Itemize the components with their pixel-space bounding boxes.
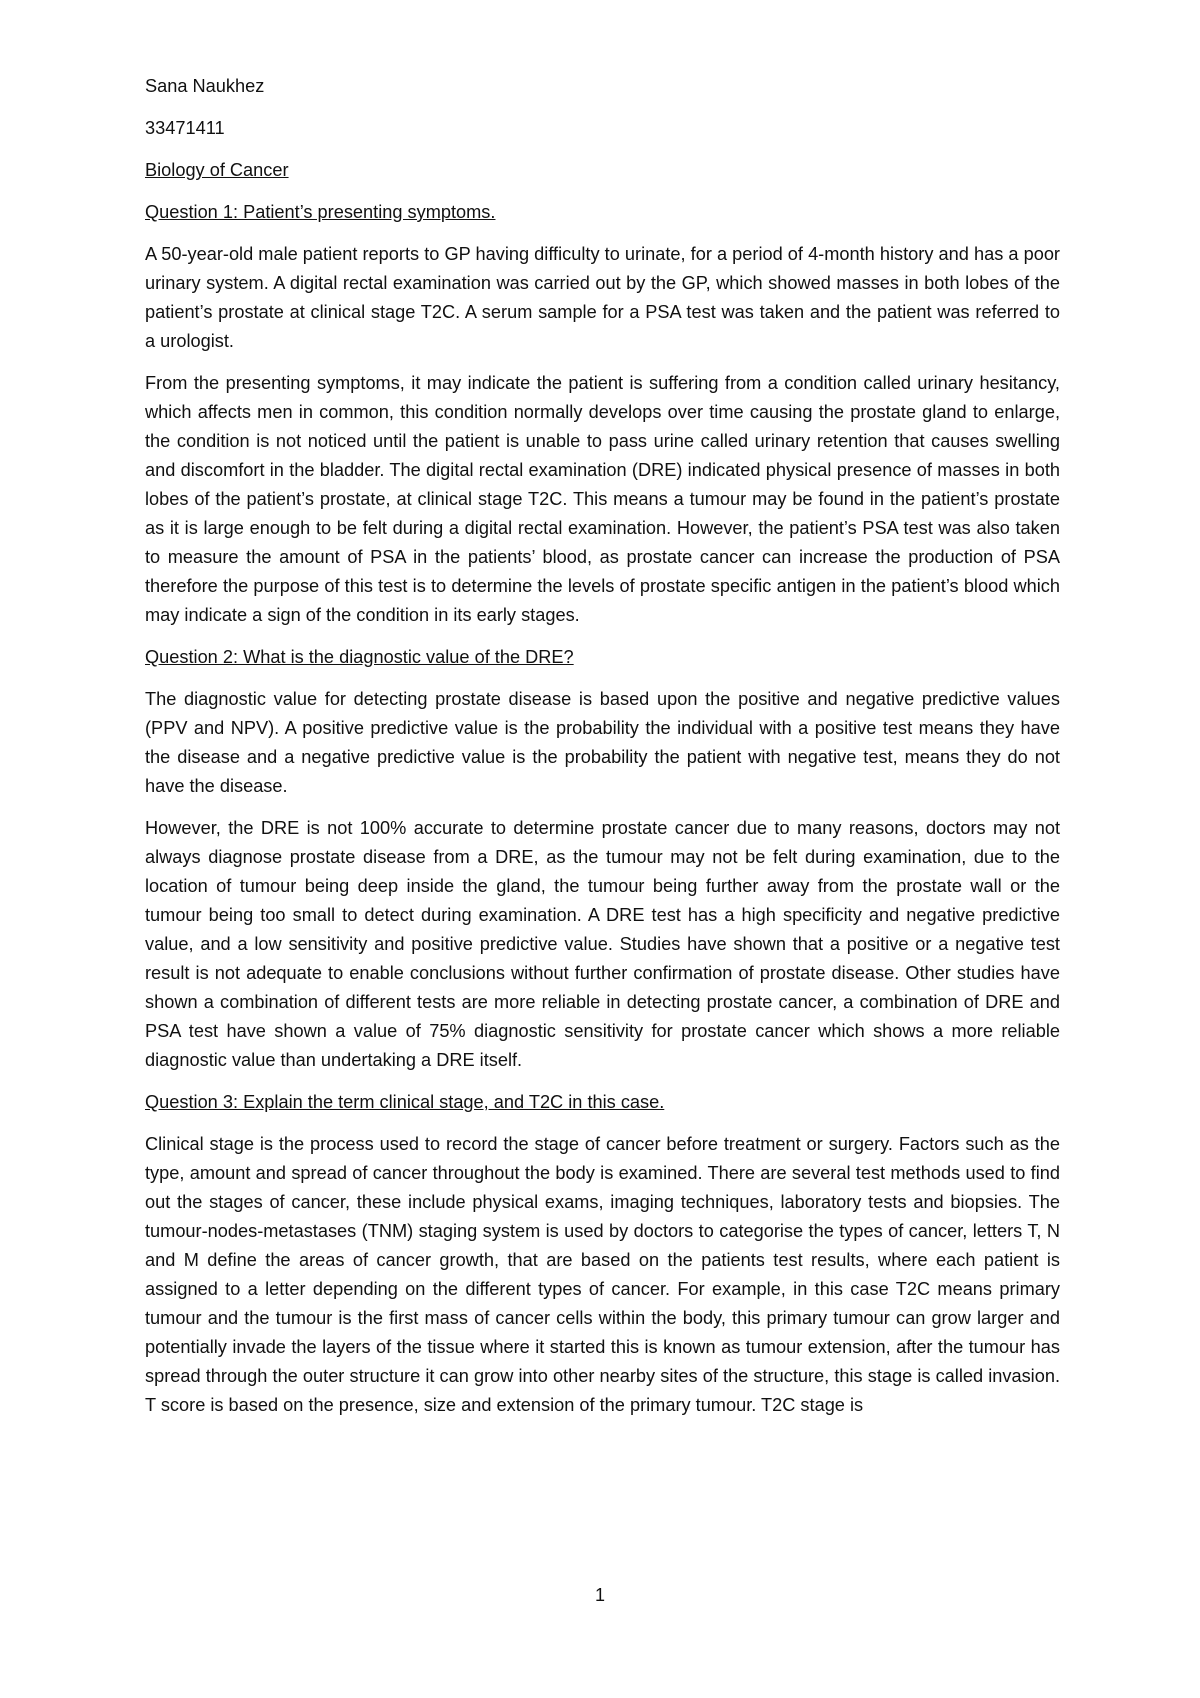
section-heading-q2: Question 2: What is the diagnostic value of the DRE? <box>145 647 574 667</box>
paragraph-q3-1: Clinical stage is the process used to record the stage of cancer before treatment or surgery. Factors such as the type, amount and spread of cancer throughout the body is examined. There are several test methods used to find out the stages of cancer, these include physical exams, imaging techniques, laboratory tests and biopsies. The tumour-nodes-metastases (TNM) staging system is used by doctors to categorise the types of cancer, letters T, N and M define the areas of cancer growth, that are based on the patients test results, where each patient is assigned to a letter depending on the different types of cancer. For example, in this case T2C means primary tumour and the tumour is the first mass of cancer cells within the body, this primary tumour can grow larger and potentially invade the layers of the tissue where it started this is known as tumour extension, after the tumour has spread through the outer structure it can grow into other nearby sites of the structure, this stage is called invasion. T score is based on the presence, size and extension of the primary tumour. T2C stage is <box>145 1134 1060 1415</box>
paragraph-q1-1: A 50-year-old male patient reports to GP having difficulty to urinate, for a period of 4-month history and has a poor urinary system. A digital rectal examination was carried out by the GP, which showed masses in both lobes of the patient’s prostate at clinical stage T2C. A serum sample for a PSA test was taken and the patient was referred to a urologist. <box>145 244 1060 351</box>
paragraph-q2-2: However, the DRE is not 100% accurate to determine prostate cancer due to many reasons, doctors may not always diagnose prostate disease from a DRE, as the tumour may not be felt during examination, due to the location of tumour being deep inside the gland, the tumour being further away from the prostate wall or the tumour being too small to detect during examination. A DRE test has a high specificity and negative predictive value, and a low sensitivity and positive predictive value. Studies have shown that a positive or a negative test result is not adequate to enable conclusions without further confirmation of prostate disease. Other studies have shown a combination of different tests are more reliable in detecting prostate cancer, a combination of DRE and PSA test have shown a value of 75% diagnostic sensitivity for prostate cancer which shows a more reliable diagnostic value than undertaking a DRE itself. <box>145 818 1060 1070</box>
page-number: 1 <box>594 1585 605 1605</box>
student-id: 33471411 <box>145 118 225 138</box>
document-title: Biology of Cancer <box>145 160 289 180</box>
section-heading-q1: Question 1: Patient’s presenting symptoms. <box>145 202 496 222</box>
paragraph-q2-1: The diagnostic value for detecting prostate disease is based upon the positive and negative predictive values (PPV and NPV). A positive predictive value is the probability the individual with a positive test means they have the disease and a negative predictive value is the probability the patient with negative test, means they do not have the disease. <box>145 689 1060 796</box>
paragraph-q1-2: From the presenting symptoms, it may indicate the patient is suffering from a condition called urinary hesitancy, which affects men in common, this condition normally develops over time causing the prostate gland to enlarge, the condition is not noticed until the patient is unable to pass urine called urinary retention that causes swelling and discomfort in the bladder. The digital rectal examination (DRE) indicated physical presence of masses in both lobes of the patient’s prostate, at clinical stage T2C. This means a tumour may be found in the patient’s prostate as it is large enough to be felt during a digital rectal examination. However, the patient’s PSA test was also taken to measure the amount of PSA in the patients’ blood, as prostate cancer can increase the production of PSA therefore the purpose of this test is to determine the levels of prostate specific antigen in the patient’s blood which may indicate a sign of the condition in its early stages. <box>145 373 1060 625</box>
document-body <box>145 72 1060 1433</box>
section-heading-q3: Question 3: Explain the term clinical stage, and T2C in this case. <box>145 1092 665 1112</box>
author-name: Sana Naukhez <box>145 76 265 96</box>
